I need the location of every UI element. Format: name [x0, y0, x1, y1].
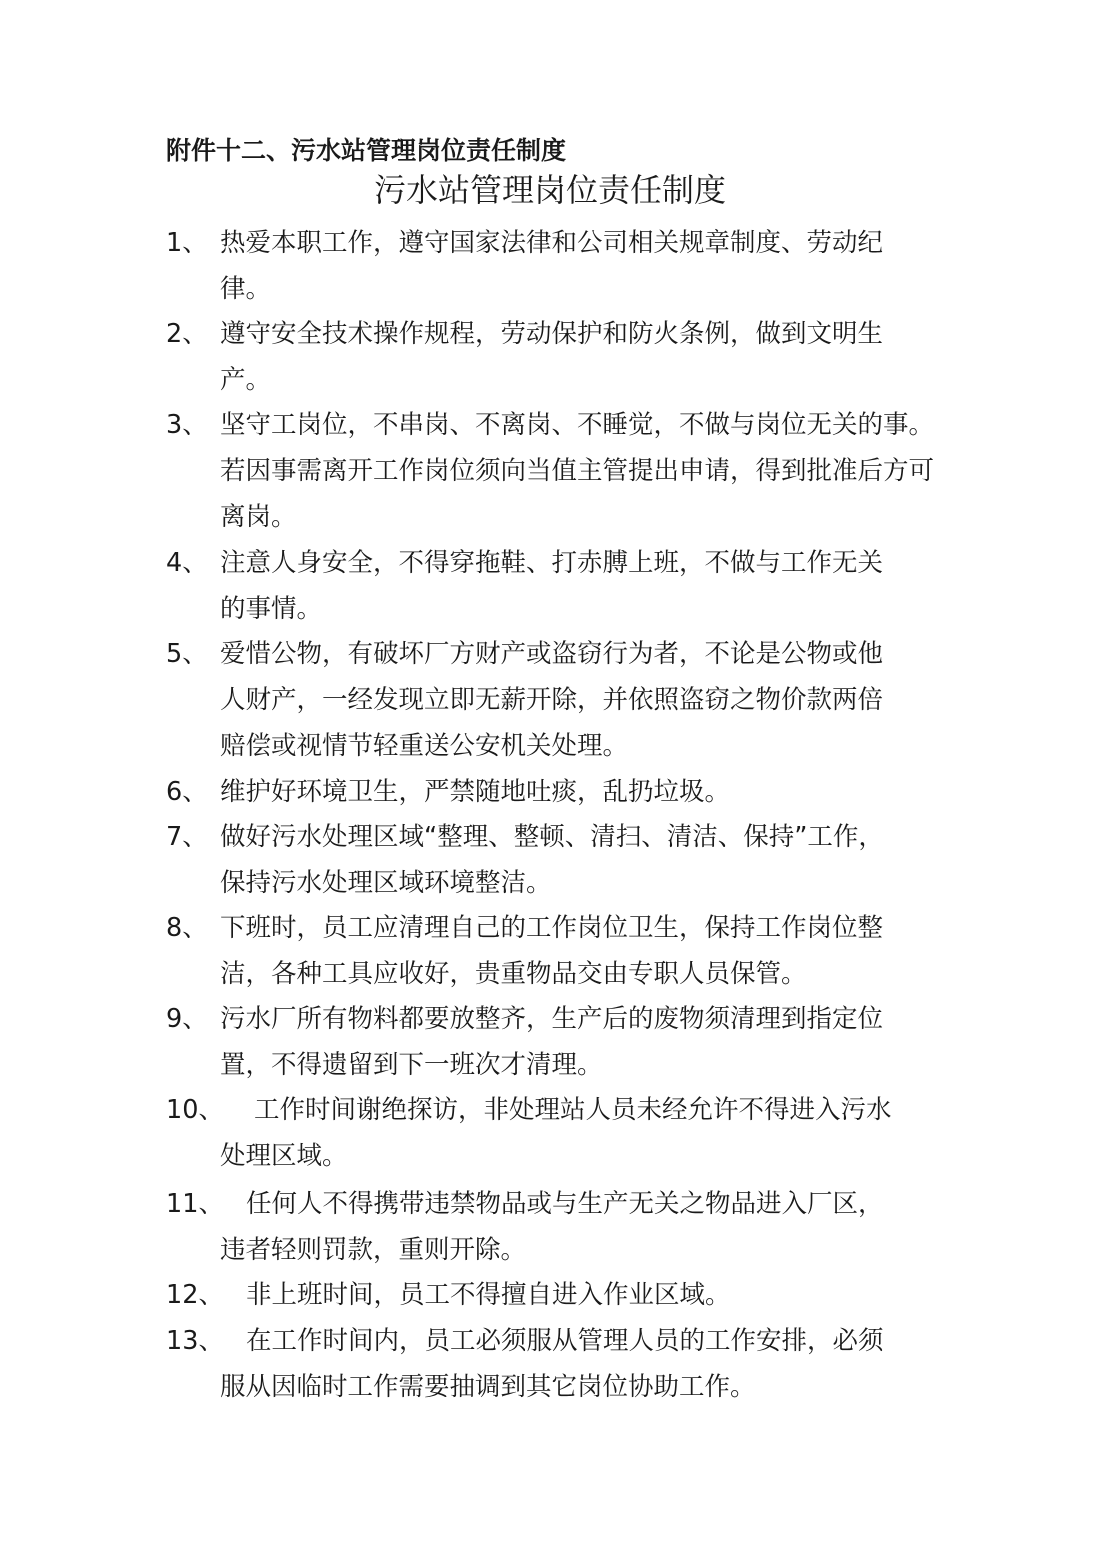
attachment-heading: 附件十二、污水站管理岗位责任制度: [166, 136, 567, 165]
item-text-line: 任何人不得携带违禁物品或与生产无关之物品进入厂区，: [246, 1189, 884, 1219]
item-text-line: 工作时间谢绝探访，非处理站人员未经允许不得进入污水: [254, 1095, 892, 1125]
item-number: 12、: [166, 1280, 224, 1310]
item-number: 9、: [166, 1004, 208, 1034]
item-text-line: 热爱本职工作，遵守国家法律和公司相关规章制度、劳动纪: [220, 228, 884, 258]
item-number: 13、: [166, 1326, 224, 1356]
item-text-line: 置，不得遗留到下一班次才清理。: [220, 1050, 603, 1080]
item-number: 1、: [166, 228, 208, 258]
item-number: 5、: [166, 639, 208, 669]
item-number: 2、: [166, 319, 208, 349]
item-text-line: 注意人身安全，不得穿拖鞋、打赤膊上班，不做与工作无关: [220, 548, 884, 578]
item-text-line: 律。: [220, 274, 272, 304]
item-text-line: 污水厂所有物料都要放整齐，生产后的废物须清理到指定位: [220, 1004, 884, 1034]
item-number: 3、: [166, 410, 208, 440]
item-text-line: 的事情。: [220, 594, 323, 624]
item-text-line: 产。: [220, 365, 272, 395]
item-number: 8、: [166, 913, 208, 943]
item-text-line: 人财产，一经发现立即无薪开除，并依照盗窃之物价款两倍: [220, 685, 884, 715]
item-text-line: 若因事需离开工作岗位须向当值主管提出申请，得到批准后方可: [220, 456, 935, 486]
item-text-line: 爱惜公物，有破坏厂方财产或盗窃行为者，不论是公物或他: [220, 639, 884, 669]
item-number: 11、: [166, 1189, 224, 1219]
item-text-line: 非上班时间，员工不得擅自进入作业区域。: [246, 1280, 731, 1310]
item-text-line: 维护好环境卫生，严禁随地吐痰，乱扔垃圾。: [220, 777, 731, 807]
item-text-line: 遵守安全技术操作规程，劳动保护和防火条例，做到文明生: [220, 319, 884, 349]
item-text-line: 坚守工岗位，不串岗、不离岗、不睡觉，不做与岗位无关的事。: [220, 410, 935, 440]
item-number: 7、: [166, 822, 208, 852]
item-text-line: 赔偿或视情节轻重送公安机关处理。: [220, 731, 629, 761]
item-number: 4、: [166, 548, 208, 578]
item-number: 10、: [166, 1095, 224, 1125]
item-text-line: 下班时，员工应清理自己的工作岗位卫生，保持工作岗位整: [220, 913, 884, 943]
item-number: 6、: [166, 777, 208, 807]
item-text-line: 离岗。: [220, 502, 297, 532]
item-text-line: 洁，各种工具应收好，贵重物品交由专职人员保管。: [220, 959, 807, 989]
item-text-line: 处理区域。: [220, 1141, 348, 1171]
item-text-line: 保持污水处理区域环境整洁。: [220, 868, 552, 898]
item-text-line: 服从因临时工作需要抽调到其它岗位协助工作。: [220, 1372, 756, 1402]
item-text-line: 在工作时间内，员工必须服从管理人员的工作安排，必须: [246, 1326, 884, 1356]
item-text-line: 违者轻则罚款，重则开除。: [220, 1235, 527, 1265]
item-text-line: 做好污水处理区域“整理、整顿、清扫、清洁、保持”工作，: [220, 822, 884, 852]
document-title: 污水站管理岗位责任制度: [373, 171, 726, 209]
